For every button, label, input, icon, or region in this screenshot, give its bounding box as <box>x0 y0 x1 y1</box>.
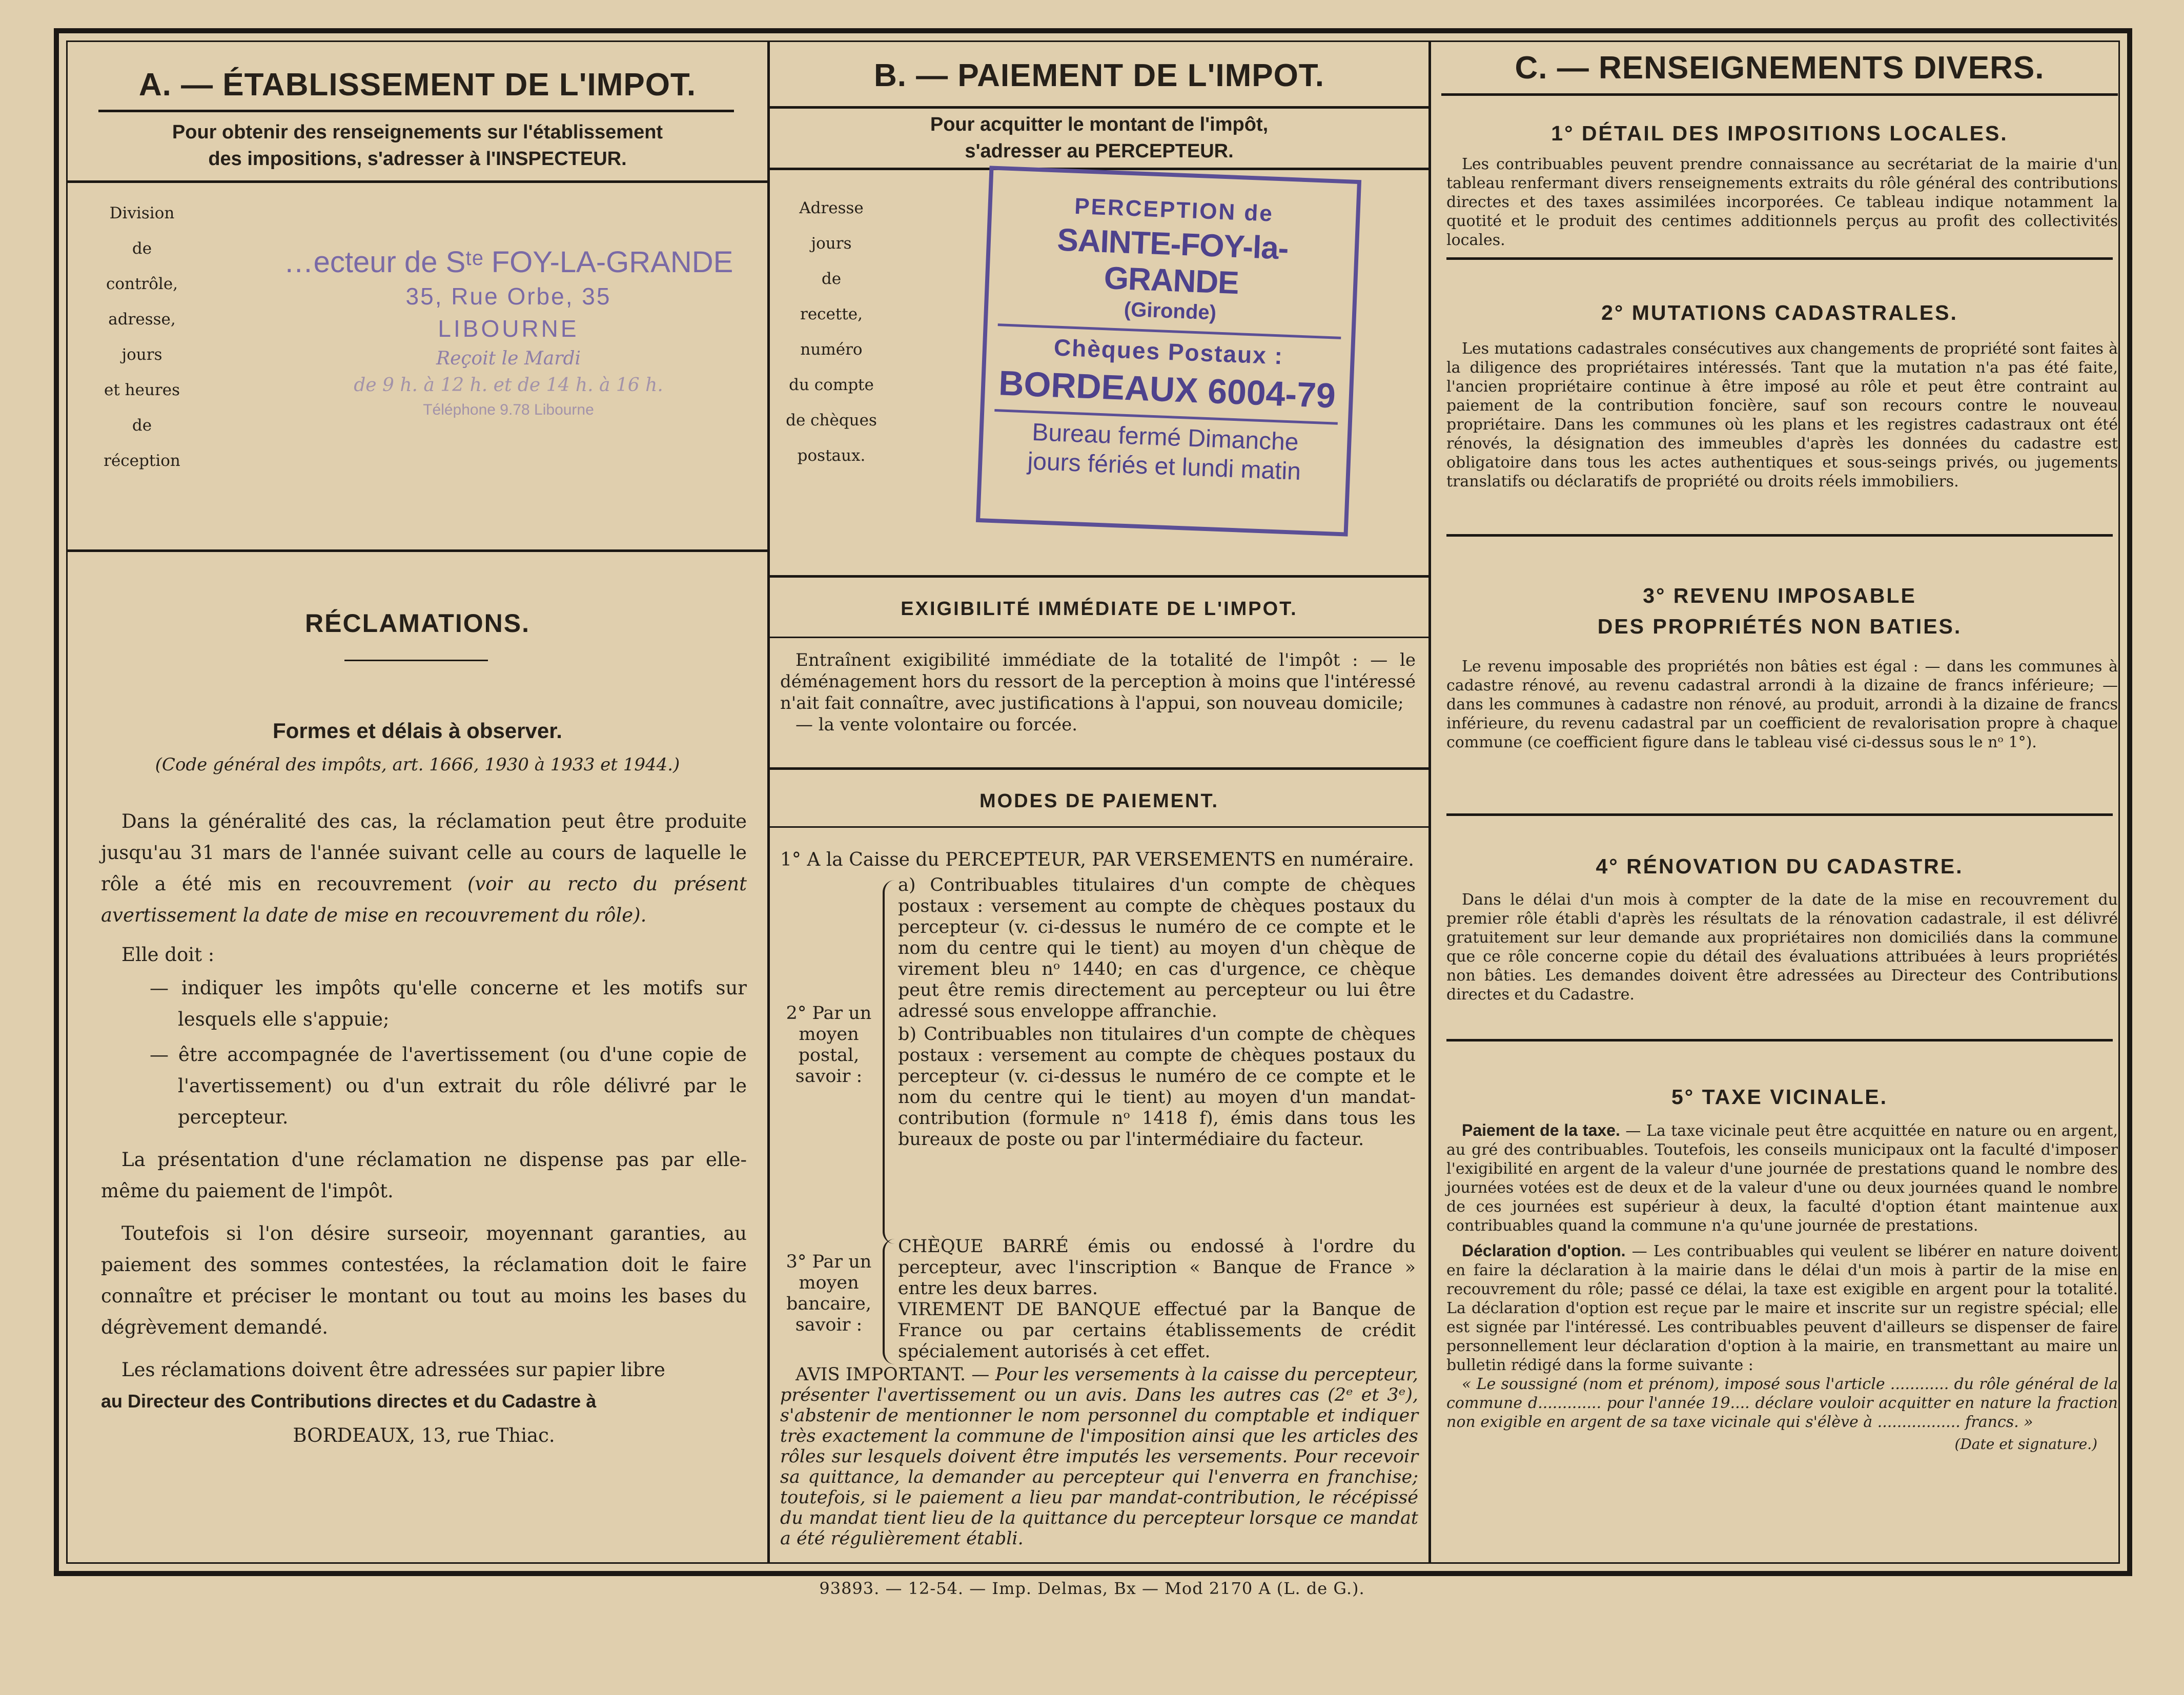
col-a-labels <box>88 196 196 479</box>
mode-2-b: b) Contribuables non titulaires d'un compte de chèques postaux : versement au compte de chèques postaux du percepteur (v. ci-dessus le numéro de ce compte et le nom du centre qui le tient) au moyen d'un mandat-contribution (formule nᵒ 1418 f), émis dans tous les bureaux de poste ou par l'intermédiaire du facteur. <box>898 1024 1416 1150</box>
exigibilite-title: EXIGIBILITÉ IMMÉDIATE DE L'IMPOT. <box>901 598 1298 620</box>
document-frame <box>54 28 2132 1576</box>
reclamations-para1: Dans la généralité des cas, la réclamation peut être produite jusqu'au 31 mars de l'année suivant celle au cours de laquelle le rôle a été mis en recouvrement <box>101 810 747 895</box>
col-a-subheading-line1: Pour obtenir des renseignements sur l'établissement <box>172 121 663 143</box>
avis-important <box>780 1364 1418 1549</box>
col-b-subheading-line1: Pour acquitter le montant de l'impôt, <box>930 114 1269 135</box>
col-a-label: contrôle, <box>106 275 178 293</box>
column-c <box>1431 42 2118 1562</box>
section-5-title: 5° TAXE VICINALE. <box>1671 1085 1888 1109</box>
reclamations-para4-bold: au Directeur des Contributions directes et du Cadastre à <box>101 1391 597 1412</box>
col-a-heading-wrap <box>68 67 767 103</box>
mode-3-body <box>898 1236 1416 1362</box>
section-5-p1-label: Paiement de la taxe. <box>1462 1121 1620 1139</box>
code-reference: (Code général des impôts, art. 1666, 1930 à 1933 et 1944.) <box>155 754 680 775</box>
perception-stamp-line1: PERCEPTION de <box>1074 193 1274 227</box>
document-inner-frame <box>66 40 2120 1564</box>
modes-title: MODES DE PAIEMENT. <box>979 790 1219 812</box>
col-c-rule-5 <box>1446 1039 2113 1041</box>
col-c-rule-3 <box>1446 534 2113 537</box>
col-b-label: numéro <box>800 340 863 359</box>
col-a-subheading-line2: des impositions, s'adresser à l'INSPECTEUR. <box>208 148 627 170</box>
section-5-signature: (Date et signature.) <box>1954 1436 2097 1453</box>
reclamations-underline <box>344 660 488 661</box>
column-a <box>68 42 767 1562</box>
reclamations-para4-start: Les réclamations doivent être adressées sur papier libre <box>121 1359 665 1381</box>
inspector-stamp-line3: LIBOURNE <box>438 315 579 342</box>
inspector-stamp-line1: …ecteur de Sᵗᵉ FOY-LA-GRANDE <box>283 246 733 279</box>
col-a-label: et heures <box>104 381 180 399</box>
col-b-heading: B. — PAIEMENT DE L'IMPOT. <box>873 58 1325 93</box>
reclamations-para2: La présentation d'une réclamation ne dispense pas par elle-même du paiement de l'impôt. <box>101 1149 747 1202</box>
reclamations-para3: Toutefois si l'on désire surseoir, moyennant garanties, au paiement des sommes contestées, la réclamation doit le faire connaître et préciser le montant ou tout au moins les bases du dégrèvement demandé. <box>101 1222 747 1338</box>
col-b-label: postaux. <box>797 446 866 465</box>
section-2-body <box>1446 339 2118 491</box>
section-5-p1: — La taxe vicinale peut être acquittée en nature ou en argent, au gré des contribuables. Toutefois, les conseils municipaux ont la faculté d'imposer l'exigibilité en argent de la valeur d'une journée de prestations quand le nombre des journées votées est de deux et de la valeur d'une ou deux journées quand le nombre de ces journées est supérieur à deux, la faculté d'option étant maintenue aux contribuables quand la commune n'a qu'une journée de prestations. <box>1446 1122 2118 1235</box>
perception-stamp-line6: Bureau fermé Dimanche <box>1031 418 1299 456</box>
col-c-rule-2 <box>1446 257 2113 260</box>
perception-stamp-line2: SAINTE-FOY-la-GRANDE <box>1056 222 1289 301</box>
col-a-label: de <box>132 416 152 435</box>
section-3-body <box>1446 657 2118 752</box>
section-4-text: Dans le délai d'un mois à compter de la date de la mise en recouvrement du premier rôle établi d'après les résultats de la rénovation cadastrale, il est délivré gratuitement sur leur demande aux propriétaires non domiciliés dans la commune que ce rôle concerne copie du détail des évaluations attribuées à leurs propriétés non bâties. Les demandes doivent être adressées au Directeur des Contributions directes et du Cadastre. <box>1446 891 2118 1004</box>
inspector-stamp <box>283 244 734 422</box>
col-b-labels <box>778 191 885 474</box>
col-b-label: de chèques <box>786 411 877 430</box>
avis-text: Pour les versements à la caisse du percepteur, présenter l'avertissement ou un avis. Dans les autres cas (2ᵉ et 3ᵉ), s'abstenir de mentionner le nom personnel du comptable et indiquer très exactement la commune de l'imposition ainsi que les articles des rôles sur lesquels doivent être imputés les versements. Pour recevoir sa quittance, la demander au percepteur qui l'enverra en franchise; toutefois, si le paiement a lieu par mandat-contribution, le récépissé du mandat tient lieu de la quittance du percepteur lorsque ce mandat a été régulièrement établi. <box>780 1364 1418 1549</box>
perception-stamp <box>976 166 1361 536</box>
section-5-quote: « Le soussigné (nom et prénom), imposé sous l'article ............ du rôle général de la commune d............. pour l'année 19.... déclare vouloir acquitter en nature la fraction non exigible en argent de sa taxe vicinale qui s'élève à ................. francs. » <box>1446 1375 2118 1431</box>
col-a-rule-1 <box>98 110 734 112</box>
col-a-label: adresse, <box>108 310 176 329</box>
col-a-label: Division <box>109 204 175 222</box>
col-a-label: de <box>132 239 152 258</box>
section-1-text: Les contribuables peuvent prendre connaissance au secrétariat de la mairie d'un tableau renfermant divers renseignements extraits du rôle général des contributions directes et des taxes assimilées incorporées. Ce tableau indique notamment la quotité et le produit des centimes additionnels perçus au profit des collectivités locales. <box>1446 155 2118 249</box>
col-b-label: du compte <box>789 376 874 394</box>
col-a-label: réception <box>104 452 180 470</box>
section-1-title: 1° DÉTAIL DES IMPOSITIONS LOCALES. <box>1551 121 2008 145</box>
col-b-rule-1 <box>770 106 1428 109</box>
mode-3-label: 3° Par un moyen bancaire, savoir : <box>786 1252 872 1335</box>
reclamations-bullet1: — indiquer les impôts qu'elle concerne et les motifs sur lesquels elle s'appuie; <box>150 977 747 1030</box>
col-b-subheading-line2: s'adresser au PERCEPTEUR. <box>965 140 1234 162</box>
perception-stamp-line3: (Gironde) <box>1124 298 1217 324</box>
mode-1: 1° A la Caisse du PERCEPTEUR, PAR VERSEMENTS en numéraire. <box>780 849 1414 870</box>
col-b-rule-3 <box>770 575 1428 578</box>
print-footer: 93893. — 12-54. — Imp. Delmas, Bx — Mod 2170 A (L. de G.). <box>819 1579 1365 1598</box>
perception-stamp-line7: jours fériés et lundi matin <box>1027 447 1301 486</box>
section-4-title: 4° RÉNOVATION DU CADASTRE. <box>1596 854 1964 878</box>
modes-rule <box>770 826 1428 828</box>
section-3-title <box>1431 580 2118 642</box>
col-a-label: jours <box>121 345 162 364</box>
col-b-label: de <box>821 270 842 288</box>
col-a-rule-2 <box>68 180 767 183</box>
exigibilite-text: Entraînent exigibilité immédiate de la totalité de l'impôt : — le déménagement hors du ressort de la perception à moins que l'intéressé n'ait fait connaître, avec justifications à l'appui, son nouveau domicile; <box>780 650 1416 713</box>
mode-2-a: a) Contribuables titulaires d'un compte de chèques postaux : versement au compte de chèques postaux du percepteur (v. ci-dessus le numéro de ce compte et le nom du centre qui le tient) au moyen d'un chèque de virement bleu nᵒ 1440; en cas d'urgence, ce chèque peut être remis directement au percepteur ou lui être adressé sous enveloppe affranchie. <box>898 875 1416 1022</box>
section-1-body <box>1446 155 2118 250</box>
formes-title: Formes et délais à observer. <box>273 719 562 743</box>
col-b-label: jours <box>811 234 852 253</box>
col-b-label: Adresse <box>799 199 864 217</box>
col-c-heading: C. — RENSEIGNEMENTS DIVERS. <box>1515 50 2045 86</box>
mode-2-body <box>898 875 1416 1150</box>
reclamations-title: RÉCLAMATIONS. <box>305 609 530 638</box>
section-4-body <box>1446 890 2118 1004</box>
section-5-body <box>1446 1121 2118 1454</box>
mode-2-brace <box>883 880 895 1244</box>
section-2-title: 2° MUTATIONS CADASTRALES. <box>1601 301 1958 324</box>
exigibilite-rule <box>770 637 1428 638</box>
avis-label: AVIS IMPORTANT. — <box>795 1364 990 1385</box>
section-3-title-line1: 3° REVENU IMPOSABLE <box>1643 584 1916 607</box>
inspector-stamp-line5: de 9 h. à 12 h. et de 14 h. à 16 h. <box>354 375 663 396</box>
elle-doit: Elle doit : <box>121 944 215 966</box>
mode-3-b: VIREMENT DE BANQUE effectué par la Banque de France ou par certains établissements de crédit spécialement autorisés à cet effet. <box>898 1299 1416 1362</box>
col-c-heading-wrap <box>1431 50 2118 86</box>
col-b-rule-4 <box>770 767 1428 770</box>
perception-stamp-line4: Chèques Postaux : <box>1053 334 1284 370</box>
exigibilite-text2: — la vente volontaire ou forcée. <box>795 714 1078 735</box>
reclamations-para1-italic: (voir au recto du présent avertissement la date de mise en recouvrement du rôle). <box>101 873 747 926</box>
mode-3-a: CHÈQUE BARRÉ émis ou endossé à l'ordre du percepteur, avec l'inscription « Banque de France » entre les deux barres. <box>898 1236 1416 1299</box>
reclamations-body <box>101 806 747 1451</box>
section-5-p2: — Les contribuables qui veulent se libérer en nature doivent en faire la déclaration à la mairie dans le délai d'un mois à partir de la mise en recouvrement du rôle; passé ce délai, la taxe est exigible en argent pour la totalité. La déclaration d'option est reçue par le maire et inscrite sur un registre spécial; elle est signée par l'intéressé. Les contribuables peuvent d'ailleurs se dispenser de faire personnellement leur déclaration d'option à la mairie, en transmettant au maire un bulletin rédigé dans la forme suivante : <box>1446 1242 2118 1374</box>
inspector-stamp-line4: Reçoit le Mardi <box>436 348 581 369</box>
column-b <box>767 42 1431 1562</box>
mode-3-brace <box>883 1239 895 1364</box>
section-5-p2-label: Déclaration d'option. <box>1462 1241 1626 1260</box>
col-b-label: recette, <box>800 305 863 323</box>
col-b-subheading <box>770 111 1428 165</box>
col-c-rule-1 <box>1441 93 2118 96</box>
reclamations-bullet2: — être accompagnée de l'avertissement (ou d'une copie de l'avertissement) ou d'un extrait du rôle délivré par le percepteur. <box>150 1044 747 1128</box>
col-b-heading-wrap <box>770 57 1428 94</box>
section-3-title-line2: DES PROPRIÉTÉS NON BATIES. <box>1597 615 1962 638</box>
col-a-subheading <box>68 119 767 172</box>
section-2-text: Les mutations cadastrales consécutives aux changements de propriété sont faites à la diligence des propriétaires intéressés. Tant que la mutation n'a pas été faite, l'ancien propriétaire continue à être imposé au rôle et peut être contraint au paiement de la contribution foncière, sauf son recours contre le nouveau propriétaire. Dans les communes où les plans et les registres cadastraux ont été rénovés, la désignation des immeubles d'après les données du cadastre est obligatoire dans tous les actes authentiques et sous-seings privés, ou jugements translatifs ou déclaratifs de propriété ou droits réels immobiliers. <box>1446 340 2118 491</box>
perception-stamp-line5: BORDEAUX 6004-79 <box>998 363 1337 416</box>
section-3-text: Le revenu imposable des propriétés non bâties est égal : — dans les communes à cadastre rénové, au revenu cadastral arrondi à la dizaine de francs inférieure; — dans les communes à cadastre non rénové, au produit, arrondi à la dizaine de francs inférieure, du revenu cadastral par un coefficient de revalorisation propre à chaque commune (ce coefficient figure dans le tableau visé ci-dessus sous le nᵒ 1°). <box>1446 658 2118 751</box>
inspector-stamp-line6: Téléphone 9.78 Libourne <box>423 401 594 418</box>
col-a-heading: A. — ÉTABLISSEMENT DE L'IMPOT. <box>138 67 697 103</box>
exigibilite-body <box>780 649 1416 736</box>
reclamations-para4-end: BORDEAUX, 13, rue Thiac. <box>293 1424 555 1446</box>
col-a-rule-3 <box>68 549 767 552</box>
mode-2-label: 2° Par un moyen postal, savoir : <box>786 1003 872 1087</box>
col-c-rule-4 <box>1446 813 2113 816</box>
inspector-stamp-line2: 35, Rue Orbe, 35 <box>405 283 611 310</box>
